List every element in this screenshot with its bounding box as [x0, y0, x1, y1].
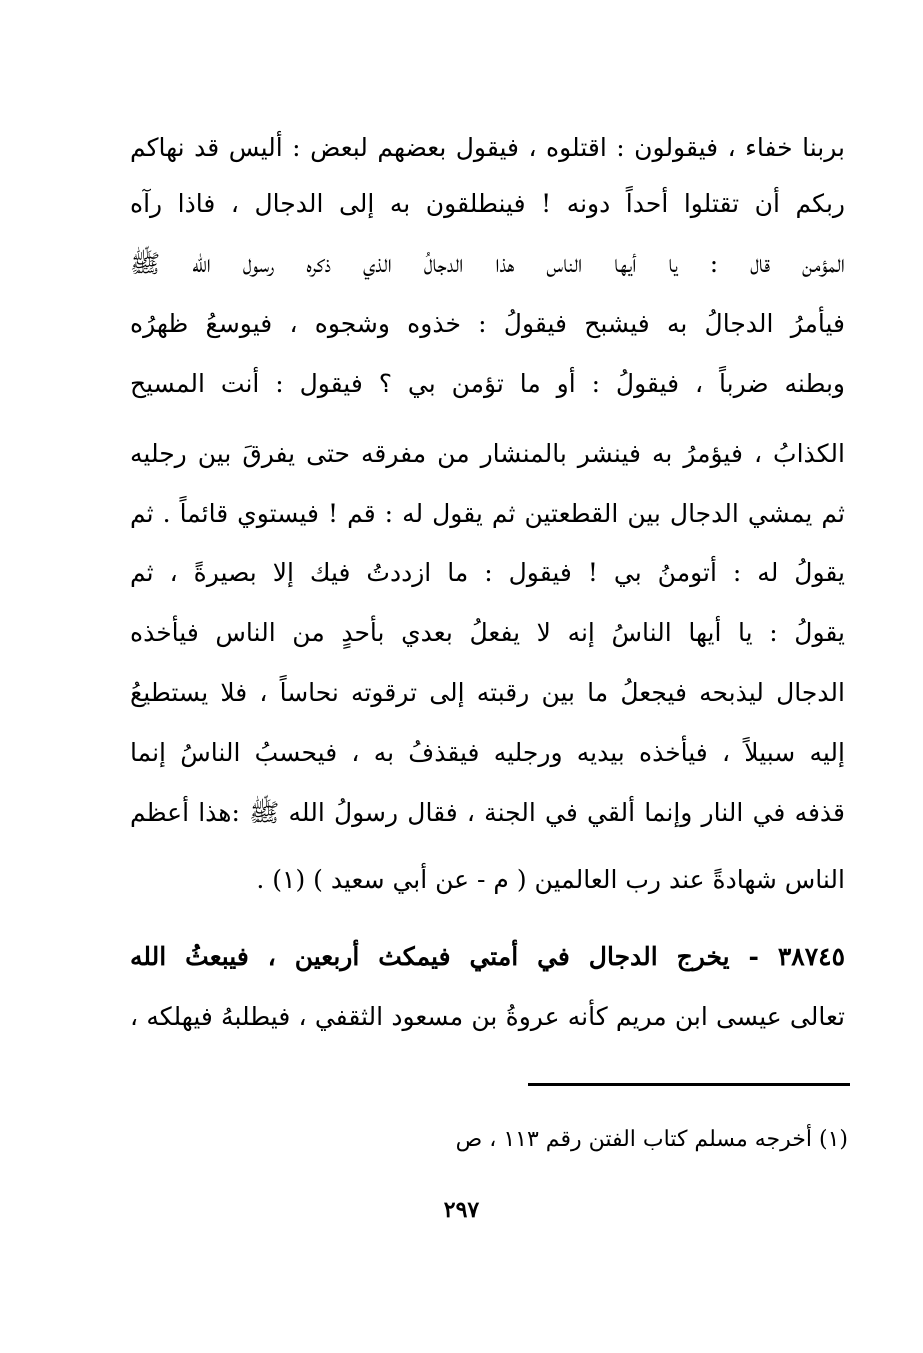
page-number: ٢٩٧: [443, 1197, 480, 1223]
body-line-6: الكذابُ ، فيؤمرُ به فينشر بالمنشار من مفرقه حتى يفرقَ بين رجليه: [130, 439, 845, 468]
body-line-1: بربنا خفاء ، فيقولون : اقتلوه ، فيقول بعضهم لبعض : أليس قد نهاكم: [130, 133, 845, 162]
body-line-8: يقولُ له : أتومنُ بي ! فيقول : ما ازددتُ فيك إلا بصيرةً ، ثم: [130, 558, 845, 587]
body-line-10: الدجال ليذبحه فيجعلُ ما بين رقبته إلى ترقوته نحاساً ، فلا يستطيعُ: [130, 678, 845, 707]
hadith-line-1: ٣٨٧٤٥ - يخرج الدجال في أمتي فيمكث أربعين ، فيبعثُ الله: [130, 942, 845, 971]
body-line-4: فيأمرُ الدجالُ به فيشبح فيقولُ : خذوه وشجوه ، فيوسعُ ظهرُه: [130, 309, 845, 338]
body-line-2: ربكم أن تقتلوا أحداً دونه ! فينطلقون به إلى الدجال ، فاذا رآه: [130, 189, 845, 218]
body-line-3: المؤمن قال : يا أيها الناس هذا الدجالُ الذي ذكره رسول الله ﷺ: [130, 249, 845, 278]
hadith-line-2: تعالى عيسى ابن مريم كأنه عروةُ بن مسعود الثقفي ، فيطلبهُ فيهلكه ،: [130, 1002, 845, 1031]
body-line-5: وبطنه ضرباً ، فيقولُ : أو ما تؤمن بي ؟ فيقول : أنت المسيح: [130, 369, 845, 398]
body-line-13: الناس شهادةً عند رب العالمين ( م - عن أبي سعيد ) (١) .: [256, 865, 845, 894]
body-line-7: ثم يمشي الدجال بين القطعتين ثم يقول له : قم ! فيستوي قائماً . ثم: [130, 499, 845, 528]
body-line-11: إليه سبيلاً ، فيأخذه بيديه ورجليه فيقذفُ به ، فيحسبُ الناسُ إنما: [130, 738, 845, 767]
footnote-divider: [528, 1083, 850, 1086]
body-line-9: يقولُ : يا أيها الناسُ إنه لا يفعلُ بعدي بأحدٍ من الناس فيأخذه: [130, 618, 845, 647]
body-line-12: قذفه في النار وإنما ألقي في الجنة ، فقال رسولُ الله ﷺ :هذا أعظم: [130, 798, 845, 827]
footnote: (١) أخرجه مسلم كتاب الفتن رقم ١١٣ ، ص: [455, 1127, 848, 1152]
